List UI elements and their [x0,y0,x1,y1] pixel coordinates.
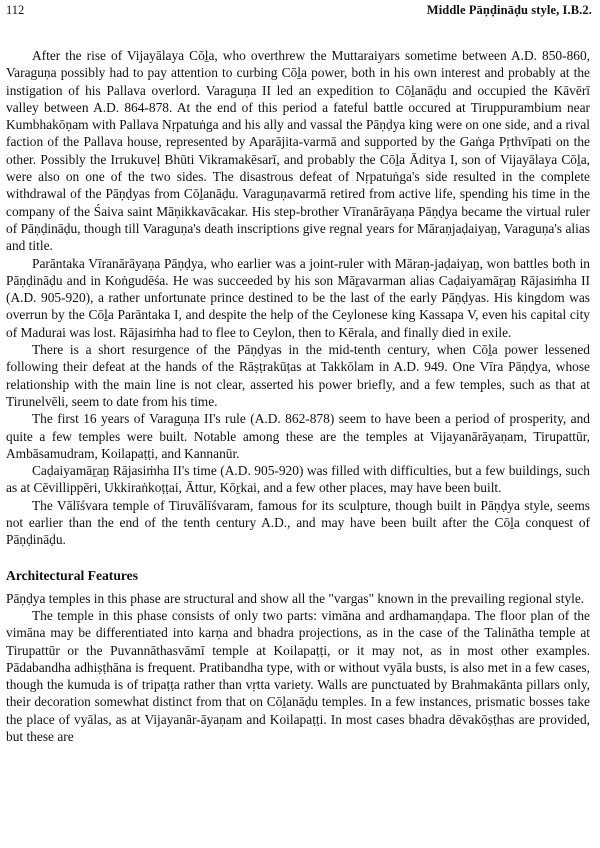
paragraph-temple-parts: The temple in this phase consists of only two parts: vimāna and ardhamaṇḍapa. The floor plan of the vimāna may be differentiated into karṇa and bhadra projections, as in the case of the Talinātha temple at Tirupattūr or the Puvannāthasvāmī temple at Koilapaṭṭi, or it may not, as in most other examples. Pādabandha adhiṣṭhāna is frequent. Pratibandha type, with or without vyāla busts, is also met in a few cases, though the kumuda is of tripaṭṭa rather than vṛtta variety. Walls are punctuated by Brahmakānta pillars only, their decoration somewhat distinct from that on Cōḻanāḍu temples. In a few instances, prismatic bosses take the place of vyālas, as at Vijayanār-āyaṇam and Koilapaṭṭi. In most cases bhadra dēvakōṣṭhas are provided, but these are [6,607,590,744]
page-header [6,0,592,23]
page-number: 112 [6,3,25,17]
page-body [6,47,592,745]
paragraph-chola-rise: After the rise of Vijayālaya Cōḻa, who overthrew the Muttaraiyars sometime between A.D. 850-860, Varaguṇa possibly had to pay attention to curbing Cōḻa power, both in his own interest and probably at the instigation of his Pallava overlord. Varaguṇa II led an expedition to Cōḻanāḍu and occupied the Kāvērī valley between A.D. 864-878. At the end of this period a fateful battle occured at Tiruppurambium near Kumbhakōṇam with Pallava Nṛpatuṅga and his ally and vassal the Pāṇḍya king were on one side, and a rival faction of the Pallava house, represented by Aparājita-varmā and supported by the Gaṅga Pṛthvīpati on the other. Possibly the Irrukuveḷ Bhūti Vikramakēsarī, and probably the Cōḻa Āditya I, son of Vijayālaya Cōḻa, were also on one of the two sides. The disastrous defeat of Nṛpatuṅga's side resulted in the complete withdrawal of the Pāṇḍyas from Cōḻanāḍu. Varaguṇavarmā retired from active life, spending his time in the company of the Śaiva saint Māṇikkavācakar. His step-brother Vīranārāyaṇa Pāṇḍya became the virtual ruler of Pāṇḍināḍu, though till Varaguṇa's death inscriptions give regnal years for Māraṇjaḍaiyaṉ, Varaguṇa's alias and title. [6,48,590,254]
paragraph-pandya-temples: Pāṇḍya temples in this phase are structural and show all the "vargas" known in the prevailing regional style. [6,590,585,606]
paragraph-resurgence: There is a short resurgence of the Pāṇḍyas in the mid-tenth century, when Cōḻa power lessened following their defeat at the hands of the Rāṣṭrakūṭas at Takkōlam in A.D. 949. One Vīra Pāṇḍya, whose relationship with the main line is not clear, asserted his power briefly, and a few temples, such as that at Tirunelvēli, seem to date from his time. [6,342,590,409]
paragraph-valisvara: The Vālīśvara temple of Tiruvālīśvaram, famous for its sculpture, though built in Pāṇḍya style, seems not earlier than the end of the tenth century A.D., and may have been built after the Cōḻa conquest of Pāṇḍināḍu. [6,497,590,548]
paragraph-varaguna-temples: The first 16 years of Varaguṇa II's rule (A.D. 862-878) seem to have been a period of prosperity, and quite a few temples were built. Notable among these are the temples at Vijayanārāyaṇam, Tirupattūr, Ambāsamudram, Koilapaṭṭi, and Kannanūr. [6,411,590,461]
paragraph-parantaka: Parāntaka Vīranārāyaṇa Pāṇḍya, who earlier was a joint-ruler with Māraṇ-jaḍaiyaṉ, won battles both in Pāṇḍināḍu and in Koṅgudēśa. He was succeeded by his son Māṟavarman alias Caḍaiyamāṟaṉ Rājasiṁha II (A.D. 905-920), a rather unfortunate prince destined to be the last of the early Pāṇḍyas. His kingdom was overrun by the Cōḻa Parāntaka I, and despite the help of the Ceylonese king Kassapa V, even his capital city of Madurai was lost. Rājasiṁha had to flee to Ceylon, then to Kērala, and finally died in exile. [6,255,590,340]
section-heading: Architectural Features [6,567,138,583]
paragraph-rajasimha-buildings: Caḍaiyamāṟaṉ Rājasiṁha II's time (A.D. 905-920) was filled with difficulties, but a few buildings, such as at Cēvillippēri, Ukkiraṅkoṭṭai, Āttur, Kōṟkai, and a few other places, may have been built. [6,463,590,496]
running-title: Middle Pāṇḍināḍu style, I.B.2. [426,3,592,17]
